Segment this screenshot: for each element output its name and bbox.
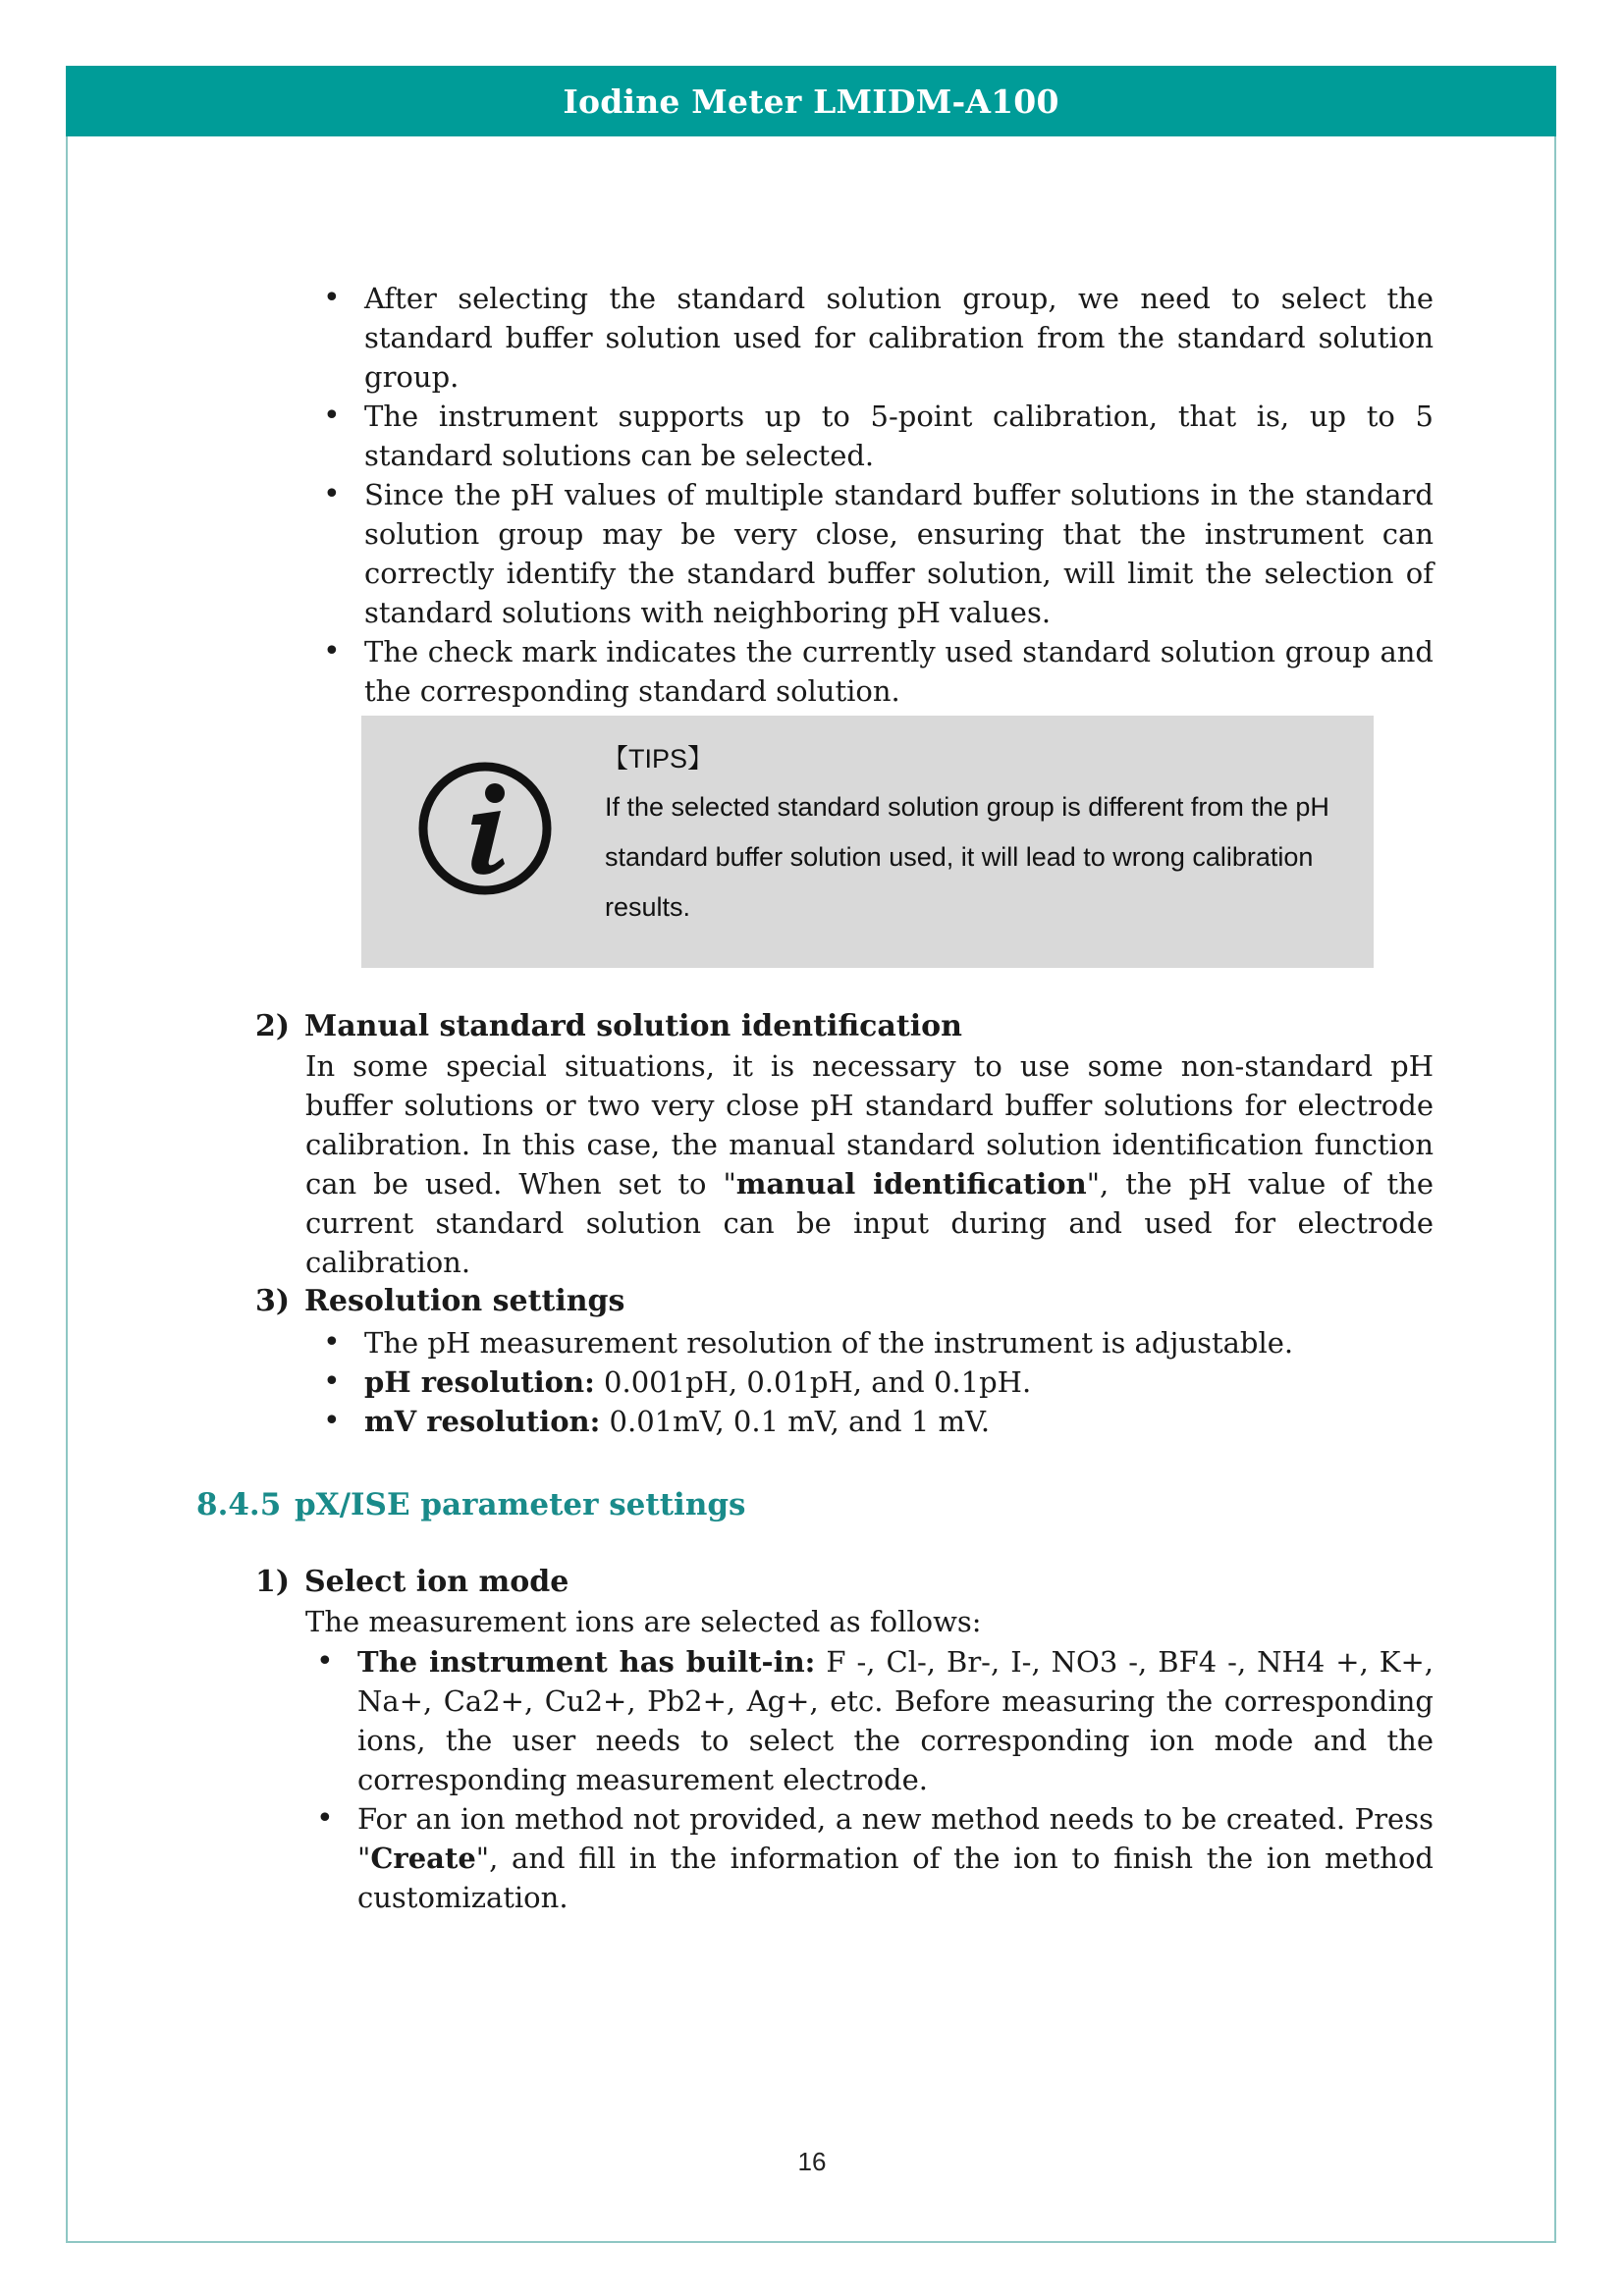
- manual-identification-paragraph: In some special situations, it is necessary to use some non-standard pH buffer solutions or two very close pH standard buffer solutions for electrode calibration. In this case, the manual standard solution identification function can be used. When set to "manual identification", the pH value of the current standard solution can be input during and used for electrode calibration.: [305, 1049, 1434, 1279]
- tips-text: If the selected standard solution group is different from the pH standard buffer solution used, it will lead to wrong calibration results.: [605, 792, 1329, 922]
- list-item: • For an ion method not provided, a new method needs to be created. Press "Create", and fill in the information of the ion to finish the ion method customization.: [316, 1799, 1434, 1917]
- list-item: • pH resolution: 0.001pH, 0.01pH, and 0.1pH.: [323, 1362, 1434, 1402]
- section-heading-ion-mode: [255, 1563, 568, 1602]
- create-term: Create: [370, 1842, 476, 1875]
- ion-mode-bullets: [316, 1642, 1434, 1917]
- list-item: • The instrument supports up to 5-point calibration, that is, up to 5 standard solutions can be selected.: [323, 397, 1434, 475]
- list-item: • The check mark indicates the currently used standard solution group and the corresponding standard solution.: [323, 632, 1434, 711]
- resolution-bullets: [323, 1323, 1434, 1441]
- list-item: • After selecting the standard solution group, we need to select the standard buffer solution used for calibration from the standard solution group.: [323, 279, 1434, 397]
- document-title: Iodine Meter LMIDM-A100: [563, 81, 1059, 121]
- section-number: 2): [255, 1009, 291, 1043]
- subsection-title: pX/ISE parameter settings: [295, 1487, 746, 1522]
- section-number: 1): [255, 1565, 291, 1599]
- info-icon: [416, 760, 554, 897]
- section-title: Resolution settings: [304, 1284, 625, 1318]
- list-item: • Since the pH values of multiple standard buffer solutions in the standard solution group may be very close, ensuring that the instrument can correctly identify the standard buffer solution, will limit the selection of standard solutions with neighboring pH values.: [323, 475, 1434, 632]
- section-heading-resolution: [255, 1282, 624, 1321]
- calibration-bullets: [323, 279, 1434, 711]
- list-item: • mV resolution: 0.01mV, 0.1 mV, and 1 mV.: [323, 1402, 1434, 1441]
- tips-title: 【TIPS】: [602, 744, 715, 774]
- section-title: Select ion mode: [304, 1565, 569, 1599]
- section-number: 3): [255, 1284, 291, 1318]
- section-heading-manual-identification: [255, 1007, 962, 1046]
- subsection-number: 8.4.5: [196, 1487, 282, 1522]
- subsection-heading: [196, 1487, 746, 1522]
- ion-mode-intro: The measurement ions are selected as follows:: [305, 1605, 982, 1638]
- manual-identification-term: manual identification: [735, 1167, 1087, 1201]
- page-number: 16: [797, 2147, 827, 2176]
- list-item: • The pH measurement resolution of the instrument is adjustable.: [323, 1323, 1434, 1362]
- list-item: • The instrument has built-in: F -, Cl-, Br-, I-, NO3 -, BF4 -, NH4 +, K+, Na+, Ca2+, Cu2+, Pb2+, Ag+, etc. Before measuring the corresponding ions, the user needs to select the corresponding ion mode and the corresponding measurement electrode.: [316, 1642, 1434, 1799]
- section-title: Manual standard solution identification: [304, 1009, 962, 1043]
- tips-box: [361, 716, 1374, 968]
